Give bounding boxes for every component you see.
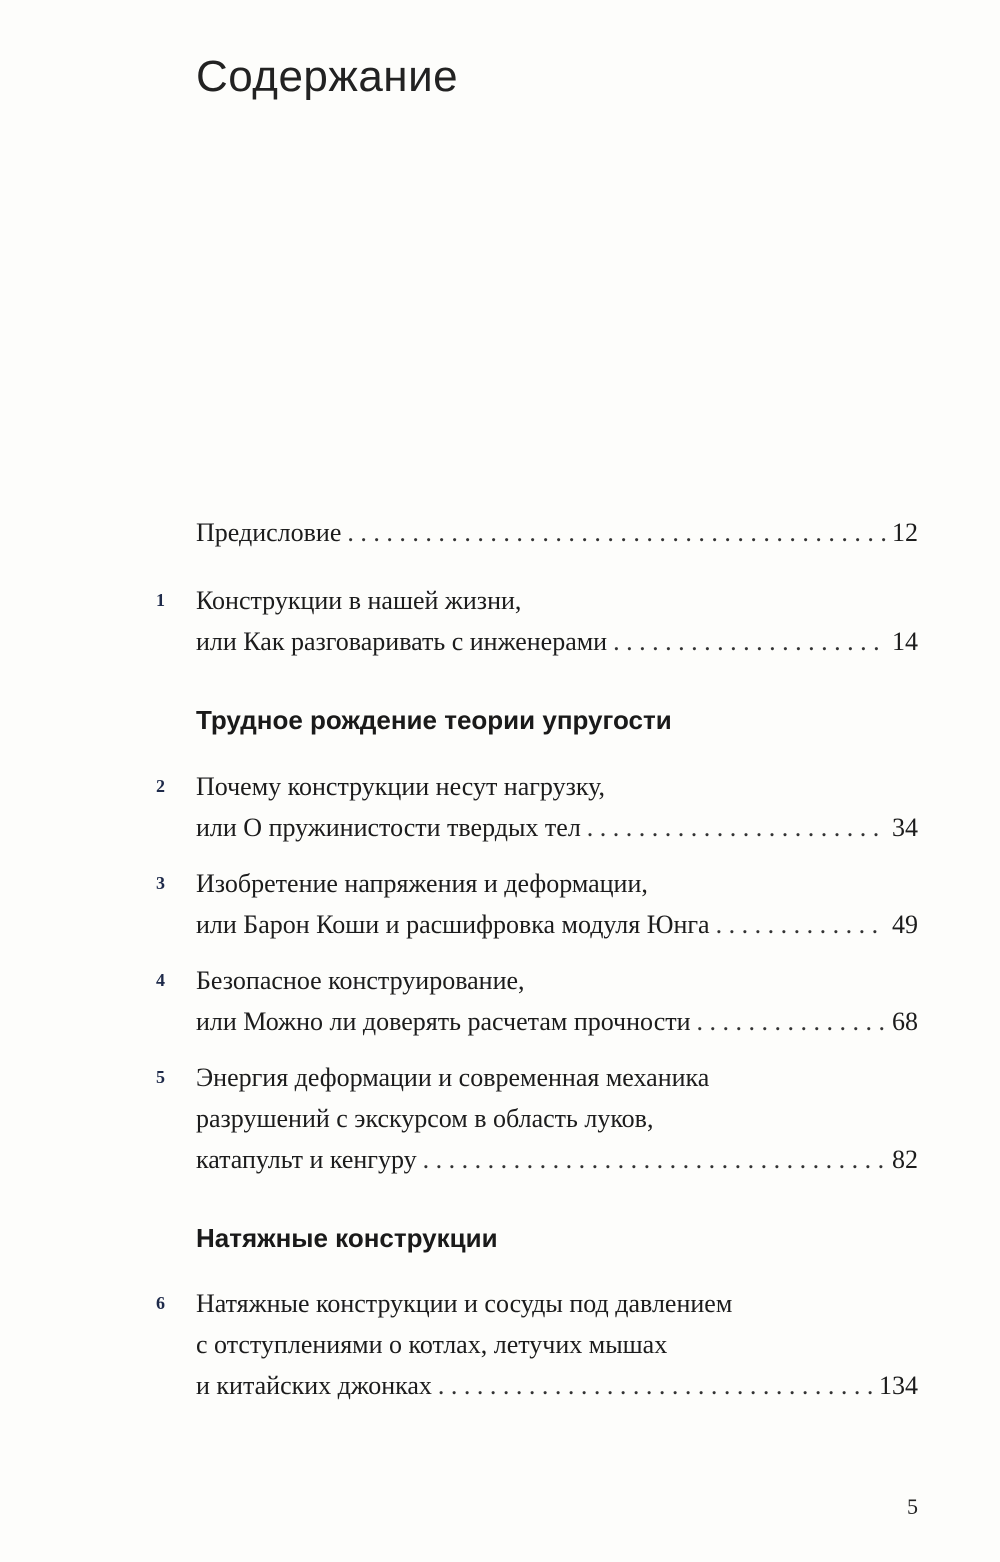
chapter-number: 3 xyxy=(156,873,165,893)
toc-entry-preface[interactable] xyxy=(196,512,918,553)
entry-page-number: 134 xyxy=(879,1371,918,1400)
dot-leader xyxy=(423,1139,886,1180)
dot-leader xyxy=(613,621,886,662)
entry-title-line: с отступлениями о котлах, летучих мышах xyxy=(196,1330,668,1359)
entry-title: Предисловие xyxy=(196,518,342,547)
toc-entry-chapter-4[interactable] xyxy=(156,960,918,1042)
dot-leader xyxy=(697,1001,886,1042)
dot-leader xyxy=(587,807,886,848)
part-heading: Натяжные конструкции xyxy=(196,1223,498,1253)
entry-title-line: или Как разговаривать с инженерами xyxy=(196,627,608,656)
toc-entry-chapter-2[interactable] xyxy=(156,766,918,848)
entry-page-number: 34 xyxy=(892,813,918,842)
entry-title-line: Натяжные конструкции и сосуды под давлением xyxy=(196,1289,733,1318)
entry-title-line: катапульт и кенгуру xyxy=(196,1145,417,1174)
chapter-number: 4 xyxy=(156,970,165,990)
entry-title-line: Энергия деформации и современная механика xyxy=(196,1063,710,1092)
chapter-number: 6 xyxy=(156,1293,165,1313)
entry-page-number: 14 xyxy=(892,627,918,656)
entry-page-number: 12 xyxy=(892,518,918,547)
toc-entry-chapter-6[interactable] xyxy=(156,1283,918,1406)
entry-title-line: Изобретение напряжения и деформации, xyxy=(196,869,648,898)
entry-title-line: или Барон Коши и расшифровка модуля Юнга xyxy=(196,910,710,939)
entry-title-line: или Можно ли доверять расчетам прочности xyxy=(196,1007,691,1036)
entry-page-number: 68 xyxy=(892,1007,918,1036)
entry-title-line: разрушений с экскурсом в область луков, xyxy=(196,1104,654,1133)
chapter-number: 1 xyxy=(156,590,165,610)
chapter-number: 2 xyxy=(156,776,165,796)
entry-title-line: Почему конструкции несут нагрузку, xyxy=(196,772,606,801)
toc-entry-chapter-3[interactable] xyxy=(156,863,918,945)
entry-page-number: 49 xyxy=(892,910,918,939)
toc-entry-chapter-1[interactable] xyxy=(156,580,918,662)
dot-leader xyxy=(438,1365,873,1406)
entry-page-number: 82 xyxy=(892,1145,918,1174)
entry-title-line: и китайских джонках xyxy=(196,1371,432,1400)
page-title: Содержание xyxy=(196,52,459,101)
dot-leader xyxy=(716,904,886,945)
entry-title-line: Конструкции в нашей жизни, xyxy=(196,586,522,615)
page-number: 5 xyxy=(907,1494,918,1519)
entry-title-line: Безопасное конструирование, xyxy=(196,966,525,995)
entry-title-line: или О пружинистости твердых тел xyxy=(196,813,581,842)
chapter-number: 5 xyxy=(156,1067,165,1087)
part-heading: Трудное рождение теории упругости xyxy=(196,705,672,735)
toc-entry-chapter-5[interactable] xyxy=(156,1057,918,1180)
dot-leader xyxy=(347,512,886,553)
